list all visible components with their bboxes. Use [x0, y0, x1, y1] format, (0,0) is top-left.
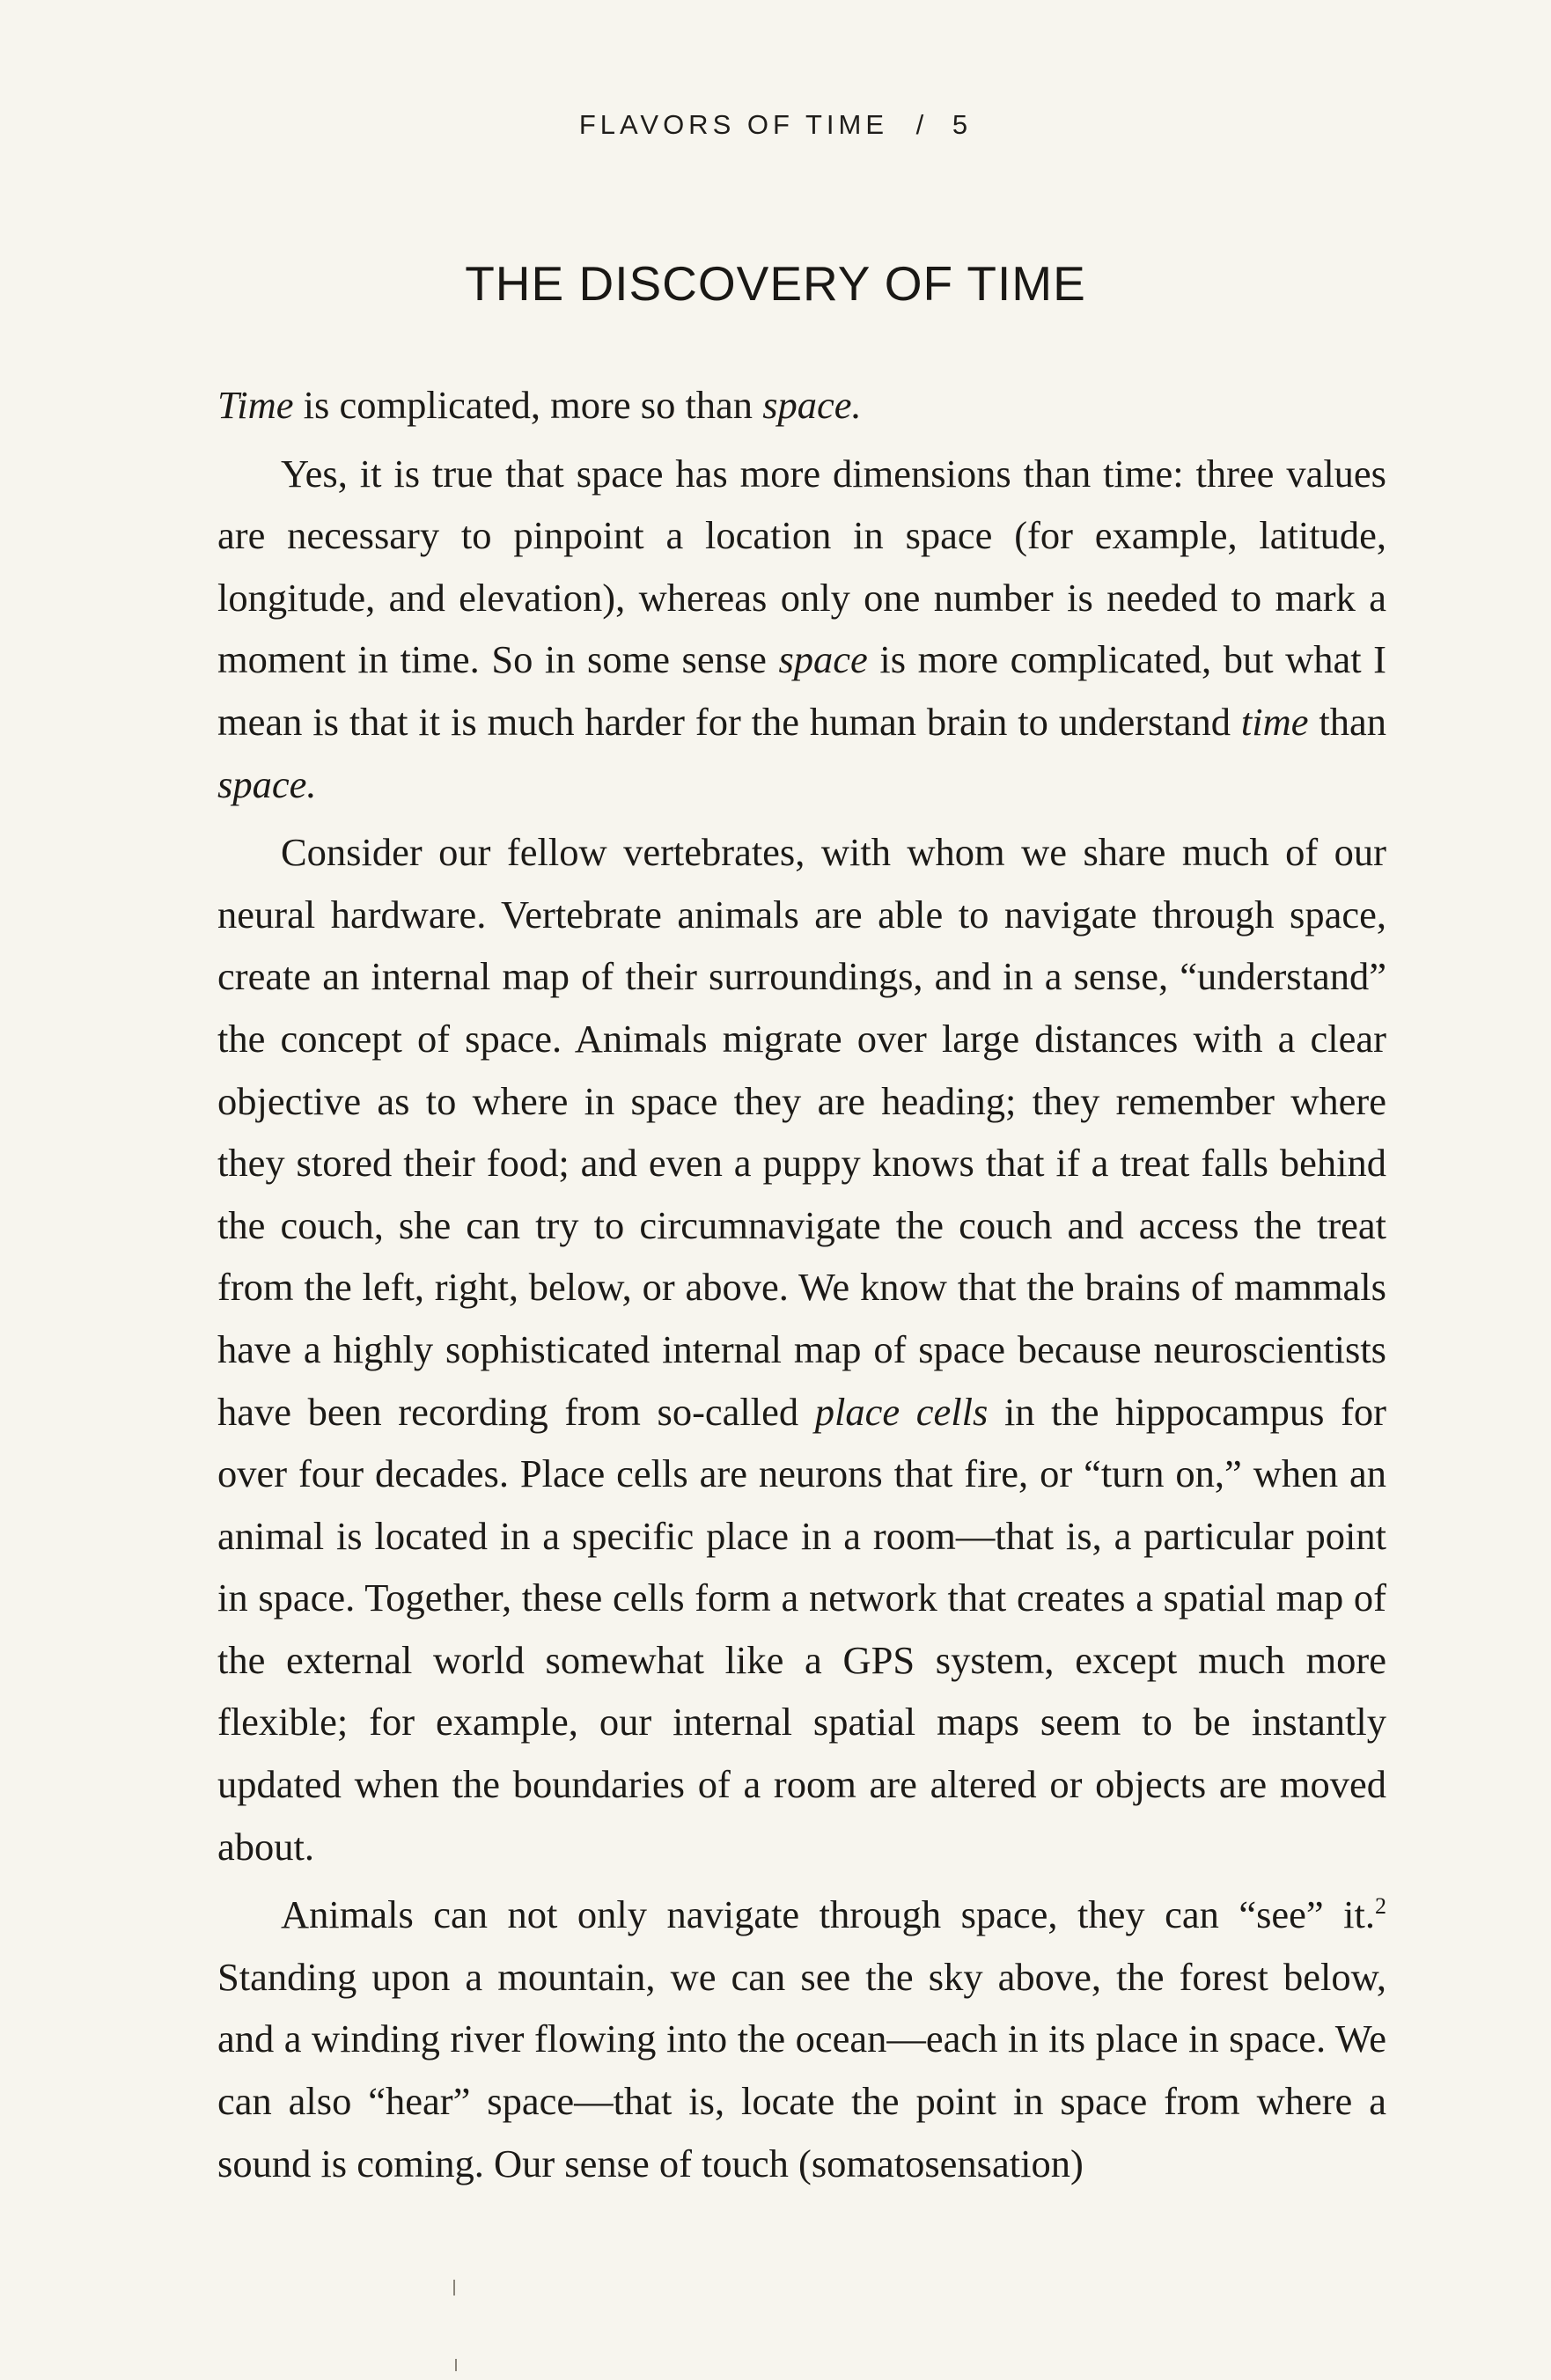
running-head-separator: / [915, 109, 929, 140]
body-text-run: in the hippocampus for over four decades. Place cells are neurons that fire, or “turn on,” when an animal is located in a specific place in a room—that is, a particular point in space. Together, these cells form a network that creates a spatial map of the external world somewhat like a GPS system, except much more flexible; for example, our internal spatial maps seem to be instantly updated when the boundaries of a room are altered or objects are moved about. [217, 1389, 1386, 1869]
footnote-marker: 2 [1375, 1893, 1386, 1920]
body-text-run: than [1308, 699, 1386, 744]
italic-text: space. [762, 383, 862, 427]
italic-text: space. [217, 761, 317, 806]
body-text-run: is complicated, more so than [293, 383, 763, 427]
body-text-run: is more complicated, but what I mean is that it is much harder for the human brain to understand [217, 637, 1386, 744]
scan-artifact-mark [455, 2359, 457, 2371]
paragraph-1 [217, 374, 1386, 437]
paragraph-3 [217, 821, 1386, 1877]
italic-text: place cells [814, 1389, 989, 1434]
body-text [217, 374, 1386, 2194]
chapter-title: THE DISCOVERY OF TIME [465, 256, 1086, 311]
running-head [0, 109, 1551, 141]
body-text-run: Consider our fellow vertebrates, with whom we share much of our neural hardware. Vertebrate animals are able to navigate through space, create an internal map of their surroundings, and in a sense, “understand” the concept of space. Animals migrate over large distances with a clear objective as to where in space they are heading; they remember where they stored their food; and even a puppy knows that if a treat falls behind the couch, she can try to circumnavigate the couch and access the treat from the left, right, below, or above. We know that the brains of mammals have a highly sophisticated internal map of space because neuroscientists have been recording from so-called [217, 830, 1386, 1434]
italic-text: Time [217, 383, 294, 427]
scan-artifact-mark [453, 2280, 455, 2296]
running-head-title: FLAVORS OF TIME [578, 109, 889, 140]
page-number: 5 [952, 109, 973, 140]
paragraph-4 [217, 1884, 1386, 2194]
italic-text: space [778, 637, 868, 682]
paragraph-2 [217, 443, 1386, 816]
body-text-run: Standing upon a mountain, we can see the sky above, the forest below, and a winding river flowing into the ocean—each in its place in space. We can also “hear” space—that is, locate the point in space from where a sound is coming. Our sense of touch (somatosensation) [217, 1954, 1386, 2185]
body-text-run: Yes, it is true that space has more dimensions than time: three values are necessary to pinpoint a location in space (for example, latitude, longitude, and elevation), whereas only one number is needed to mark a moment in time. So in some sense [217, 451, 1386, 682]
body-text-run: Animals can not only navigate through space, they can “see” it. [281, 1892, 1375, 1937]
italic-text: time [1240, 699, 1309, 744]
